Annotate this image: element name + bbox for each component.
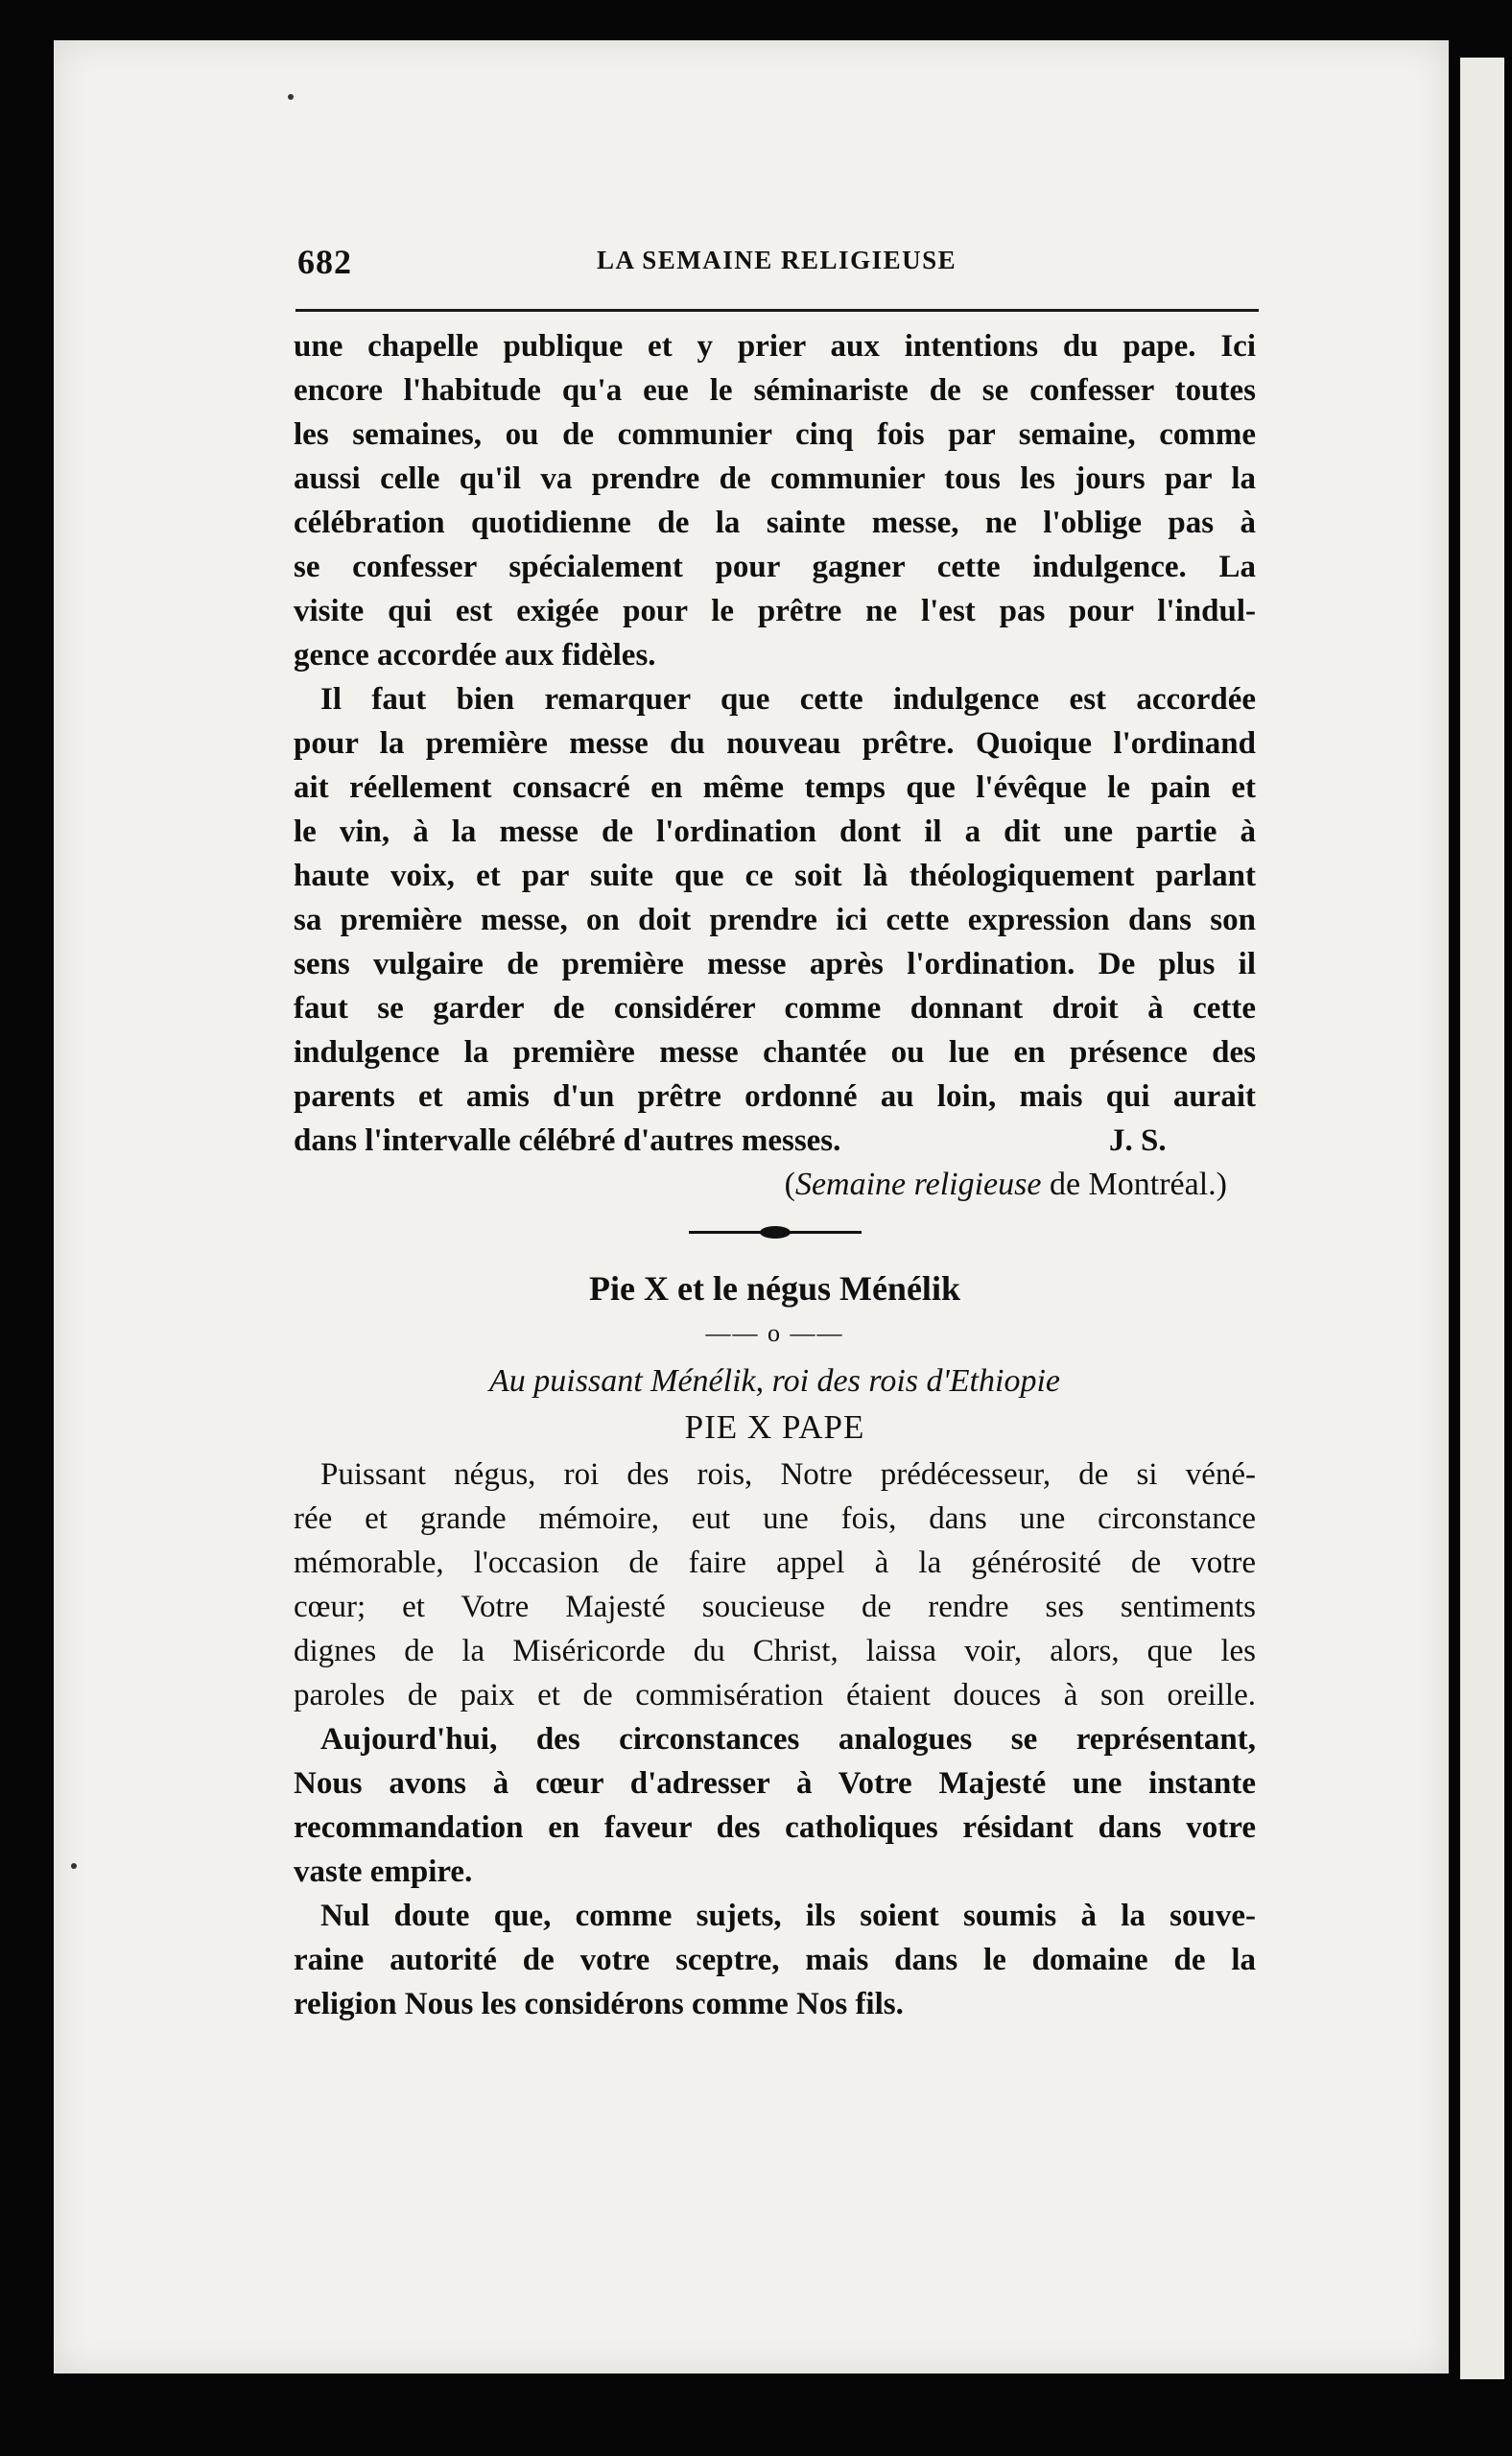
text-line: rée et grande mémoire, eut une fois, dans une circonstance — [294, 1501, 1256, 1536]
text-line: religion Nous les considérons comme Nos fils. — [294, 1987, 904, 2021]
header-rule — [295, 309, 1259, 312]
text-line: le vin, à la messe de l'ordination dont il a dit une partie à — [294, 815, 1256, 849]
text-line: se confesser spécialement pour gagner cette indulgence. La — [294, 550, 1256, 584]
text-line: faut se garder de considérer comme donnant droit à cette — [294, 991, 1256, 1026]
text-line: recommandation en faveur des catholiques résidant dans votre — [294, 1810, 1256, 1845]
source-citation — [294, 1163, 1256, 1207]
text-line: Nous avons à cœur d'adresser à Votre Majesté une instante — [294, 1766, 1256, 1801]
section-ornament — [294, 1207, 1256, 1257]
text-line: une chapelle publique et y prier aux intentions du pape. Ici — [294, 329, 1256, 364]
text-line: vaste empire. — [294, 1854, 473, 1889]
paragraph-ordination-1 — [294, 324, 1256, 677]
page-text — [294, 324, 1256, 2026]
text-line: parents et amis d'un prêtre ordonné au loin, mais qui aurait — [294, 1079, 1256, 1114]
source-open-paren: ( — [784, 1167, 795, 1202]
letter-paragraph-1 — [294, 1452, 1256, 1717]
text-line: gence accordée aux fidèles. — [294, 638, 656, 673]
text-line: raine autorité de votre sceptre, mais dans le domaine de la — [294, 1943, 1256, 1977]
text-line: mémorable, l'occasion de faire appel à la générosité de votre — [294, 1546, 1256, 1580]
signature-line — [294, 1119, 1256, 1163]
text-line: Aujourd'hui, des circonstances analogues se représentant, — [320, 1722, 1256, 1757]
text-line: célébration quotidienne de la sainte messe, ne l'oblige pas à — [294, 506, 1256, 540]
title-separator: —— o —— — [705, 1319, 844, 1347]
author-initials: J. S. — [1109, 1123, 1167, 1158]
last-line: dans l'intervalle célébré d'autres messes. — [294, 1123, 841, 1158]
text-line: sa première messe, on doit prendre ici cette expression dans son — [294, 903, 1256, 937]
source-location: de Montréal.) — [1041, 1167, 1227, 1202]
text-line: dignes de la Miséricorde du Christ, laissa voir, alors, que les — [294, 1634, 1256, 1668]
text-line: sens vulgaire de première messe après l'ordination. De plus il — [294, 947, 1256, 981]
text-line: cœur; et Votre Majesté soucieuse de rendre ses sentiments — [294, 1590, 1256, 1624]
text-line: aussi celle qu'il va prendre de communier tous les jours par la — [294, 461, 1256, 496]
print-speck — [71, 1863, 77, 1869]
page-header — [297, 242, 1259, 290]
text-line: ait réellement consacré en même temps que l'évêque le pain et — [294, 770, 1256, 805]
letter-author: PIE X PAPE — [684, 1408, 865, 1446]
ornament-rule — [689, 1231, 862, 1234]
print-speck — [288, 94, 294, 100]
text-line: haute voix, et par suite que ce soit là théologiquement parlant — [294, 859, 1256, 893]
source-publication: Semaine religieuse — [794, 1167, 1042, 1202]
running-head: LA SEMAINE RELIGIEUSE — [597, 246, 957, 274]
text-line: Nul doute que, comme sujets, ils soient soumis à la souve- — [320, 1899, 1256, 1933]
text-line: visite qui est exigée pour le prêtre ne l'est pas pour l'indul- — [294, 594, 1256, 628]
page-number: 682 — [297, 243, 352, 281]
text-line: pour la première messe du nouveau prêtre. Quoique l'ordinand — [294, 726, 1256, 761]
text-line: les semaines, ou de communier cinq fois par semaine, comme — [294, 417, 1256, 452]
text-line: Il faut bien remarquer que cette indulgence est accordée — [320, 682, 1256, 717]
text-line: encore l'habitude qu'a eue le séminariste de se confesser toutes — [294, 373, 1256, 408]
paragraph-ordination-2 — [294, 677, 1256, 1119]
letter-address: Au puissant Ménélik, roi des rois d'Ethiopie — [489, 1363, 1060, 1399]
facing-page-edge — [1460, 58, 1504, 2379]
article-title: Pie X et le négus Ménélik — [589, 1269, 960, 1308]
letter-paragraph-2 — [294, 1717, 1256, 1894]
text-line: paroles de paix et de commisération étaient douces à son oreille. — [294, 1678, 1256, 1712]
letter-paragraph-3 — [294, 1894, 1256, 2026]
text-line: indulgence la première messe chantée ou lue en présence des — [294, 1035, 1256, 1070]
text-line: Puissant négus, roi des rois, Notre prédécesseur, de si véné- — [320, 1457, 1256, 1492]
